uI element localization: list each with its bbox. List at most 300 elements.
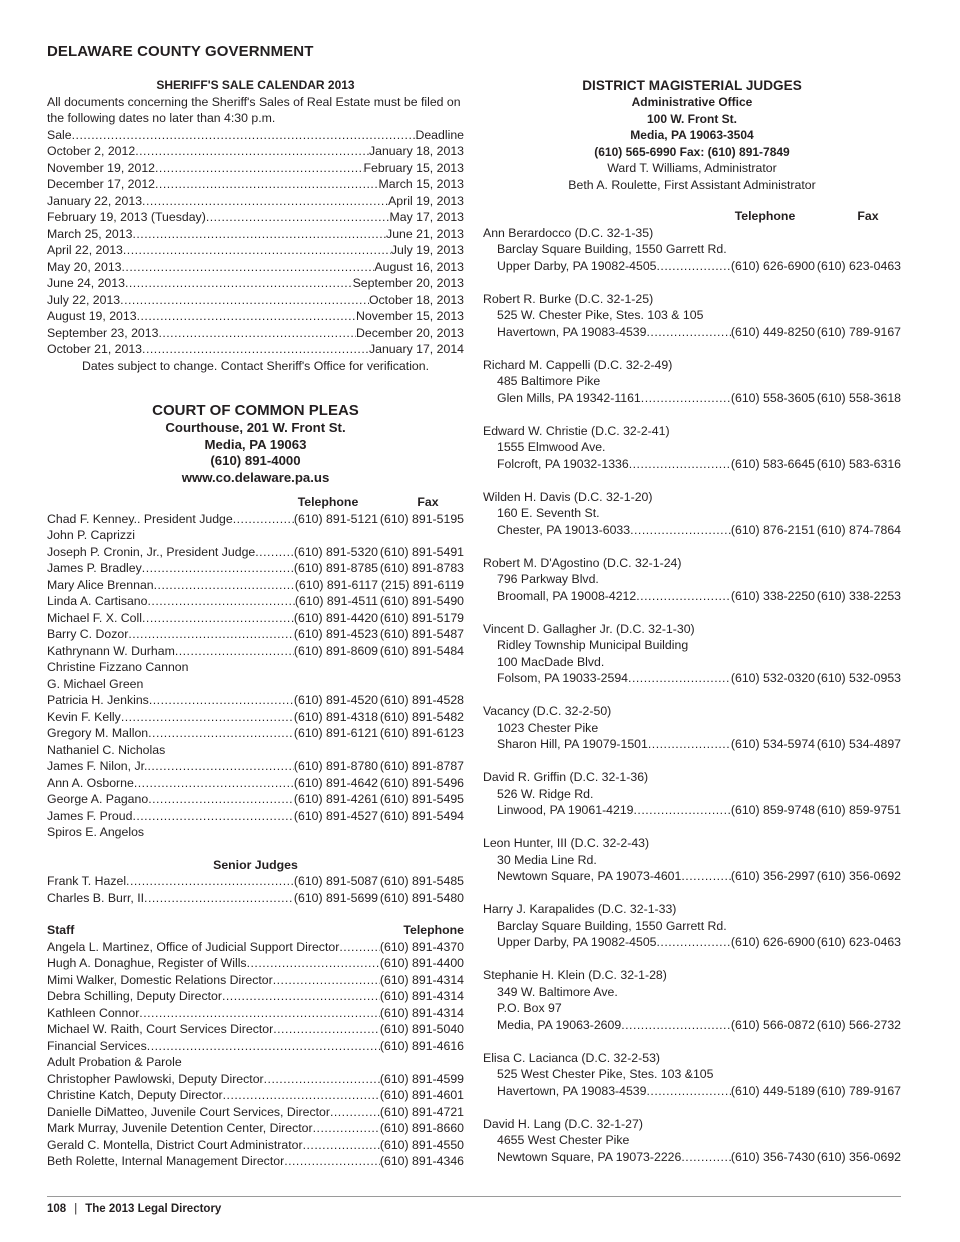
- admin-office-city: Media, PA 19063-3504: [630, 128, 754, 142]
- judge-row-label: Kevin F. Kelly: [47, 709, 121, 724]
- sale-date: January 22, 2013: [47, 193, 143, 208]
- magistrate-name: Vincent D. Gallagher Jr. (D.C. 32-1-30): [483, 621, 695, 636]
- judge-row: G. Michael Green: [47, 676, 144, 691]
- judge-row-telephone: (610) 891-4420: [293, 610, 378, 625]
- magistrate-address: 30 Media Line Rd.: [497, 852, 597, 867]
- magistrate-entry: [483, 291, 901, 341]
- staff-row-telephone: (610) 891-8660: [379, 1121, 464, 1135]
- judge-row-telephone: (610) 891-8609: [293, 643, 378, 658]
- staff-row-telephone: (610) 891-4400: [379, 956, 464, 970]
- senior-judge-row-label: Frank T. Hazel: [47, 874, 127, 888]
- judge-row-label: Gregory M. Mallon: [47, 726, 149, 740]
- judge-row-telephone: (610) 891-5121: [293, 511, 378, 526]
- magistrate-name: Harry J. Karapalides (D.C. 32-1-33): [483, 902, 677, 916]
- page-footer: [47, 1202, 221, 1216]
- sale-date: May 20, 2013: [47, 259, 122, 274]
- judge-row: [47, 775, 464, 792]
- staff-row-label: Danielle DiMatteo, Juvenile Court Services, Director: [47, 1104, 330, 1119]
- leader-dots: [126, 873, 294, 890]
- judge-row-label: Mary Alice Brennan: [47, 577, 154, 592]
- deadline-date: January 17, 2014: [368, 342, 464, 356]
- magistrate-city: Newtown Square, PA 19073-2226: [497, 1149, 682, 1164]
- deadline-date: May 17, 2013: [389, 210, 464, 224]
- leader-dots: [142, 193, 388, 210]
- staff-header-row: [47, 922, 464, 939]
- leader-dots: [634, 802, 731, 819]
- magistrate-telephone: (610) 449-8250: [730, 324, 815, 339]
- staff-row-label: Beth Rolette, Internal Management Director: [47, 1154, 285, 1168]
- senior-judge-row: [47, 873, 464, 890]
- staff-row: [47, 988, 464, 1005]
- judge-row-label: Patricia H. Jenkins: [47, 693, 149, 707]
- leader-dots: [284, 1153, 380, 1170]
- senior-judge-row-label: Charles B. Burr, II: [47, 890, 145, 905]
- judge-row-fax: (610) 891-5491: [379, 544, 464, 559]
- leader-dots: [628, 670, 731, 687]
- magistrate-name: Ann Berardocco (D.C. 32-1-35): [483, 225, 654, 240]
- magistrate-city-row: [483, 868, 901, 885]
- leader-dots: [646, 1083, 730, 1100]
- deadline-date: June 21, 2013: [386, 226, 464, 241]
- assistant-administrator: Beth A. Roulette, First Assistant Administrator: [568, 177, 816, 192]
- leader-dots: [147, 758, 293, 775]
- telephone-header: Telephone: [734, 209, 796, 223]
- leader-dots: [657, 934, 731, 951]
- leader-dots: [132, 226, 386, 243]
- sale-date: February 19, 2013 (Tuesday): [47, 210, 206, 224]
- magistrate-address: Barclay Square Building, 1550 Garrett Rd.: [497, 242, 727, 256]
- page-heading: DELAWARE COUNTY GOVERNMENT: [47, 43, 314, 60]
- admin-office-title: Administrative Office: [631, 95, 753, 109]
- staff-row: [47, 1005, 464, 1022]
- leader-dots: [132, 808, 293, 825]
- deadline-date: July 19, 2013: [390, 243, 464, 257]
- magistrate-name: Wilden H. Davis (D.C. 32-1-20): [483, 489, 653, 504]
- sale-date: March 25, 2013: [47, 226, 133, 241]
- magistrate-city: Linwood, PA 19061-4219: [497, 803, 634, 817]
- sale-date: October 21, 2013: [47, 342, 143, 356]
- leader-dots: [120, 292, 369, 309]
- publication-title: The 2013 Legal Directory: [85, 1203, 222, 1215]
- judge-row-label: James F. Proud: [47, 808, 133, 823]
- sheriff-title: SHERIFF'S SALE CALENDAR 2013: [156, 78, 355, 92]
- judge-row-label: Linda A. Cartisano: [47, 594, 148, 608]
- staff-row: [47, 1038, 464, 1055]
- right-column: [483, 77, 901, 1165]
- sale-date: April 22, 2013: [47, 243, 123, 257]
- magistrate-city: Chester, PA 19013-6033: [497, 522, 631, 537]
- staff-row-label: Hugh A. Donaghue, Register of Wills: [47, 956, 247, 970]
- leader-dots: [121, 709, 294, 726]
- staff-row-telephone: (610) 891-4550: [379, 1137, 464, 1152]
- leader-dots: [142, 610, 294, 627]
- leader-dots: [641, 390, 731, 407]
- judge-row-label: Chad F. Kenney.. President Judge: [47, 511, 233, 526]
- magistrate-name: Vacancy (D.C. 32-2-50): [483, 704, 612, 718]
- magistrate-city-row: [483, 456, 901, 473]
- magistrate-city: Newtown Square, PA 19073-4601: [497, 869, 682, 883]
- judge-row: [47, 560, 464, 577]
- magistrate-entry: [483, 555, 901, 605]
- magistrate-address: 4655 West Chester Pike: [497, 1133, 630, 1147]
- deadline-date: September 20, 2013: [352, 276, 464, 290]
- deadline-header: Deadline: [415, 127, 464, 142]
- deadline-date: August 16, 2013: [374, 259, 464, 274]
- sheriff-sale-row: [47, 226, 464, 243]
- senior-judge-row-fax: (610) 891-5480: [379, 890, 464, 905]
- leader-dots: [222, 988, 380, 1005]
- page-number: 108: [47, 1203, 67, 1215]
- magistrate-address: P.O. Box 97: [497, 1001, 562, 1015]
- judge-row: [47, 511, 464, 528]
- judge-row-telephone: (610) 891-8785: [293, 561, 378, 575]
- magistrate-telephone: (610) 558-3605: [730, 390, 815, 405]
- staff-row-label: Kathleen Connor: [47, 1005, 140, 1020]
- magistrate-fax: (610) 566-2732: [816, 1017, 901, 1032]
- judge-row-fax: (610) 891-5482: [379, 709, 464, 724]
- magistrate-telephone: (610) 626-6900: [730, 258, 815, 273]
- magistrate-name: Elisa C. Lacianca (D.C. 32-2-53): [483, 1050, 661, 1065]
- magistrate-name: Robert R. Burke (D.C. 32-1-25): [483, 291, 654, 306]
- magistrates-title: DISTRICT MAGISTERIAL JUDGES: [582, 78, 802, 93]
- magistrate-entry: [483, 357, 901, 407]
- judge-row-telephone: (610) 891-4520: [293, 693, 378, 707]
- leader-dots: [154, 577, 295, 594]
- leader-dots: [148, 791, 294, 808]
- magistrate-entry: [483, 225, 901, 275]
- leader-dots: [122, 259, 375, 276]
- magistrate-column-headers: [483, 208, 901, 225]
- judge-row-telephone: (610) 891-6121: [293, 726, 378, 740]
- leader-dots: [247, 955, 380, 972]
- magistrate-city: Glen Mills, PA 19342-1161: [497, 390, 641, 405]
- judge-row-fax: (610) 891-8787: [379, 759, 464, 773]
- magistrate-city: Havertown, PA 19083-4539: [497, 324, 647, 339]
- staff-row-telephone: (610) 891-4314: [379, 1005, 464, 1020]
- judge-row-fax: (610) 891-4528: [379, 693, 464, 707]
- judge-row: [47, 593, 464, 610]
- sheriff-sale-row: [47, 193, 464, 210]
- sheriff-sale-row: [47, 160, 464, 177]
- sheriff-header-row: [47, 127, 464, 144]
- senior-judge-row-telephone: (610) 891-5699: [293, 890, 378, 905]
- leader-dots: [155, 176, 379, 193]
- judge-row: John P. Capriz​zi: [47, 528, 135, 542]
- judge-row-telephone: (610) 891-4261: [293, 792, 378, 806]
- staff-list: [47, 939, 464, 1170]
- court-address: Courthouse, 201 W. Front St.: [165, 420, 346, 435]
- judge-row-telephone: (610) 891-6117: [294, 577, 378, 592]
- leader-dots: [142, 341, 369, 358]
- judge-row: Spiros E. Angelos: [47, 825, 145, 839]
- judge-row-fax: (610) 891-5496: [379, 775, 464, 790]
- judges-list: [47, 511, 464, 841]
- magistrate-fax: (610) 623-0463: [816, 258, 901, 273]
- leader-dots: [646, 324, 730, 341]
- court-website[interactable]: www.co.delaware.pa.us: [181, 469, 330, 485]
- magistrate-address: 485 Baltimore Pike: [497, 374, 601, 388]
- leader-dots: [648, 736, 731, 753]
- magistrate-entry: [483, 621, 901, 687]
- judge-row-fax: (610) 891-5484: [379, 643, 464, 658]
- sheriff-sale-row: [47, 242, 464, 259]
- staff-row-label: Michael W. Raith, Court Services Director: [47, 1022, 274, 1036]
- leader-dots: [158, 325, 356, 342]
- senior-judge-row-telephone: (610) 891-5087: [293, 874, 378, 888]
- magistrate-name: Richard M. Cappelli (D.C. 32-2-49): [483, 357, 673, 372]
- senior-judge-row: [47, 890, 464, 907]
- judge-row-fax: (610) 891-8783: [379, 561, 464, 575]
- magistrate-fax: (610) 356-0692: [816, 1149, 901, 1164]
- magistrate-name: Leon Hunter, III (D.C. 32-2-43): [483, 836, 650, 850]
- magistrate-entry: [483, 489, 901, 539]
- sheriff-sale-row: [47, 176, 464, 193]
- fax-header: Fax: [417, 495, 439, 509]
- judge-row-telephone: (610) 891-4527: [293, 808, 378, 823]
- judge-row: [47, 692, 464, 709]
- staff-row: Adult Probation & Parole: [47, 1055, 182, 1069]
- magistrate-city: Folsom, PA 19033-2594: [497, 671, 629, 685]
- judge-row: Christine Fizzano Cannon: [47, 660, 189, 674]
- sheriff-intro: the following dates no later than 4:30 p.m.: [47, 111, 276, 125]
- deadline-date: February 15, 2013: [363, 160, 464, 175]
- staff-row-telephone: (610) 891-4616: [379, 1038, 464, 1053]
- leader-dots: [175, 643, 294, 660]
- judge-row-fax: (610) 891-5179: [379, 610, 464, 625]
- leader-dots: [148, 593, 295, 610]
- footer-separator: |: [74, 1203, 78, 1215]
- district-magisterial-judges: [483, 77, 901, 1165]
- judge-row-label: Barry C. Dozor: [47, 627, 129, 641]
- sheriff-intro: All documents concerning the Sheriff's Sales of Real Estate must be filed on: [47, 94, 461, 109]
- senior-judge-row-fax: (610) 891-5485: [379, 874, 464, 888]
- leader-dots: [629, 456, 731, 473]
- judge-row-telephone: (610) 891-8780: [293, 759, 378, 773]
- staff-row-label: Gerald C. Montella, District Court Administrator: [47, 1137, 303, 1152]
- magistrate-telephone: (610) 449-5189: [730, 1083, 815, 1098]
- magistrate-fax: (610) 623-0463: [816, 935, 901, 949]
- leader-dots: [264, 1071, 380, 1088]
- leader-dots: [72, 127, 416, 144]
- senior-judges-title: Senior Judges: [213, 857, 298, 872]
- magistrate-fax: (610) 534-4897: [816, 737, 901, 751]
- leader-dots: [339, 939, 380, 956]
- sheriff-note: Dates subject to change. Contact Sheriff's Office for verification.: [81, 358, 430, 373]
- staff-row-telephone: (610) 891-4314: [379, 989, 464, 1003]
- leader-dots: [142, 560, 294, 577]
- sheriff-sale-row: [47, 341, 464, 358]
- deadline-date: March 15, 2013: [378, 177, 464, 191]
- sheriff-sale-row: [47, 292, 464, 309]
- magistrate-address: 525 West Chester Pike, Stes. 103 &105: [497, 1067, 714, 1081]
- magistrate-telephone: (610) 356-2997: [730, 869, 815, 883]
- leader-dots: [681, 1149, 731, 1166]
- leader-dots: [657, 258, 731, 275]
- leader-dots: [273, 972, 380, 989]
- staff-row-label: Debra Schilling, Deputy Director: [47, 989, 222, 1003]
- leader-dots: [134, 775, 294, 792]
- magistrate-address: Barclay Square Building, 1550 Garrett Rd.: [497, 918, 727, 933]
- court-city: Media, PA 19063: [204, 436, 307, 452]
- leader-dots: [137, 308, 356, 325]
- magistrate-telephone: (610) 876-2151: [730, 522, 815, 537]
- judge-row-fax: (610) 891-6123: [379, 726, 464, 740]
- staff-row-telephone: (610) 891-5040: [379, 1022, 464, 1036]
- leader-dots: [636, 588, 731, 605]
- magistrate-address: 525 W. Chester Pike, Stes. 103 & 105: [497, 308, 704, 322]
- magistrate-fax: (610) 356-0692: [816, 869, 901, 883]
- magistrate-fax: (610) 874-7864: [816, 522, 901, 537]
- sheriff-sale-row: [47, 325, 464, 342]
- judge-row: [47, 709, 464, 726]
- judge-row: [47, 725, 464, 742]
- magistrate-telephone: (610) 566-0872: [730, 1017, 815, 1032]
- sheriff-sale-row: [47, 308, 464, 325]
- magistrate-address: 349 W. Baltimore Ave.: [497, 984, 618, 999]
- magistrate-fax: (610) 859-9751: [816, 803, 901, 817]
- sheriff-rows: [47, 143, 464, 358]
- magistrate-address: 1023 Chester Pike: [497, 720, 599, 735]
- magistrate-city-row: [483, 934, 901, 951]
- sale-date: June 24, 2013: [47, 276, 125, 290]
- magistrate-name: Edward W. Christie (D.C. 32-2-41): [483, 423, 670, 438]
- magistrate-entry: [483, 901, 901, 951]
- staff-header: Staff: [47, 923, 75, 937]
- staff-row-label: Christopher Pawlowski, Deputy Director: [47, 1071, 264, 1086]
- magistrate-list: [483, 225, 901, 1166]
- magistrate-entry: [483, 1116, 901, 1166]
- magistrate-telephone: (610) 338-2250: [730, 588, 815, 603]
- magistrate-city-row: [483, 670, 901, 687]
- staff-row-telephone: (610) 891-4721: [379, 1104, 464, 1119]
- staff-row: [47, 1087, 464, 1104]
- administrator: Ward T. Williams, Administrator: [607, 161, 777, 175]
- magistrate-address: 100 MacDade Blvd.: [497, 654, 605, 669]
- judge-row: Nathaniel C. Nicholas: [47, 742, 166, 757]
- deadline-date: October 18, 2013: [368, 292, 464, 307]
- magistrate-entry: [483, 703, 901, 753]
- magistrate-city: Upper Darby, PA 19082-4505: [497, 258, 657, 273]
- magistrate-telephone: (610) 532-0320: [730, 671, 815, 685]
- magistrate-city-row: [483, 736, 901, 753]
- staff-row-telephone: (610) 891-4599: [379, 1071, 464, 1086]
- staff-row-label: Christine Katch, Deputy Director: [47, 1088, 223, 1102]
- magistrate-telephone: (610) 583-6645: [730, 456, 815, 471]
- magistrate-fax: (610) 789-9167: [816, 1083, 901, 1098]
- magistrate-city-row: [483, 1083, 901, 1100]
- leader-dots: [128, 626, 294, 643]
- leader-dots: [273, 1021, 380, 1038]
- magistrate-entry: [483, 769, 901, 819]
- judge-row: [47, 544, 464, 561]
- judge-row-fax: (610) 891-5195: [379, 511, 464, 526]
- leader-dots: [223, 1087, 380, 1104]
- leader-dots: [144, 890, 294, 907]
- court-phone: (610) 891-4000: [210, 453, 301, 468]
- admin-office-address: 100 W. Front St.: [646, 111, 737, 126]
- sale-date: November 19, 2012: [47, 160, 156, 175]
- judge-row-label: James F. Nilon, Jr.: [47, 759, 148, 773]
- magistrate-address: 796 Parkway Blvd.: [497, 572, 599, 586]
- court-title: COURT OF COMMON PLEAS: [152, 402, 359, 419]
- judge-row-label: Ann A. Osborne: [47, 775, 134, 790]
- leader-dots: [148, 725, 294, 742]
- magistrate-city-row: [483, 1017, 901, 1034]
- staff-row-telephone: (610) 891-4601: [379, 1088, 464, 1102]
- magistrate-city: Media, PA 19063-2609: [497, 1017, 622, 1032]
- magistrate-city: Upper Darby, PA 19082-4505: [497, 935, 657, 949]
- court-of-common-pleas: [47, 401, 464, 1170]
- magistrate-fax: (610) 558-3618: [816, 390, 901, 405]
- leader-dots: [123, 242, 391, 259]
- magistrate-city: Havertown, PA 19083-4539: [497, 1083, 647, 1098]
- leader-dots: [139, 1005, 380, 1022]
- staff-row: [47, 955, 464, 972]
- senior-judges-list: [47, 873, 464, 906]
- magistrate-name: Stephanie H. Klein (D.C. 32-1-28): [483, 968, 667, 982]
- judge-row-telephone: (610) 891-5320: [293, 544, 378, 559]
- sale-header: Sale: [47, 127, 72, 142]
- leader-dots: [135, 143, 369, 160]
- staff-row: [47, 1071, 464, 1088]
- deadline-date: January 18, 2013: [368, 144, 464, 158]
- magistrate-city-row: [483, 802, 901, 819]
- leader-dots: [255, 544, 294, 561]
- magistrate-address: 1555 Elmwood Ave.: [497, 440, 606, 454]
- court-column-headers: [47, 494, 464, 511]
- sheriff-sale-calendar: [47, 77, 464, 374]
- magistrate-address: 526 W. Ridge Rd.: [497, 786, 594, 801]
- judge-row-label: George A. Pagano: [47, 792, 149, 806]
- leader-dots: [125, 275, 353, 292]
- magistrate-city-row: [483, 588, 901, 605]
- judge-row-telephone: (610) 891-4511: [294, 594, 378, 608]
- admin-office-phone-fax: (610) 565-6990 Fax: (610) 891-7849: [594, 144, 790, 159]
- magistrate-name: David R. Griffin (D.C. 32-1-36): [483, 770, 649, 784]
- sheriff-sale-row: [47, 143, 464, 160]
- leader-dots: [630, 522, 731, 539]
- leader-dots: [621, 1017, 731, 1034]
- judge-row-label: James P. Bradley: [47, 561, 142, 575]
- judge-row-fax: (610) 891-5494: [379, 808, 464, 823]
- leader-dots: [303, 1137, 380, 1154]
- magistrate-city-row: [483, 324, 901, 341]
- judge-row: [47, 643, 464, 660]
- deadline-date: April 19, 2013: [388, 193, 464, 208]
- staff-row: [47, 939, 464, 956]
- magistrate-city-row: [483, 1149, 901, 1166]
- judge-row-telephone: (610) 891-4318: [293, 709, 378, 724]
- staff-row-label: Angela L. Martinez, Office of Judicial Support Director: [47, 939, 340, 954]
- staff-row-label: Financial Services: [47, 1038, 147, 1053]
- judge-row-fax: (610) 891-5490: [379, 594, 464, 608]
- left-column: [47, 77, 464, 1170]
- magistrate-fax: (610) 532-0953: [816, 671, 901, 685]
- staff-row: [47, 1137, 464, 1154]
- judge-row-label: Michael F. X. Coll: [47, 610, 142, 625]
- judge-row-telephone: (610) 891-4523: [293, 627, 378, 641]
- judge-row: [47, 808, 464, 825]
- leader-dots: [206, 209, 390, 226]
- staff-row: [47, 1021, 464, 1038]
- judge-row: [47, 577, 464, 594]
- magistrate-entry: [483, 967, 901, 1033]
- judge-row: [47, 626, 464, 643]
- leader-dots: [233, 511, 294, 528]
- magistrate-entry: [483, 423, 901, 473]
- staff-row-label: Mimi Walker, Domestic Relations Director: [47, 972, 273, 987]
- judge-row-telephone: (610) 891-4642: [293, 775, 378, 790]
